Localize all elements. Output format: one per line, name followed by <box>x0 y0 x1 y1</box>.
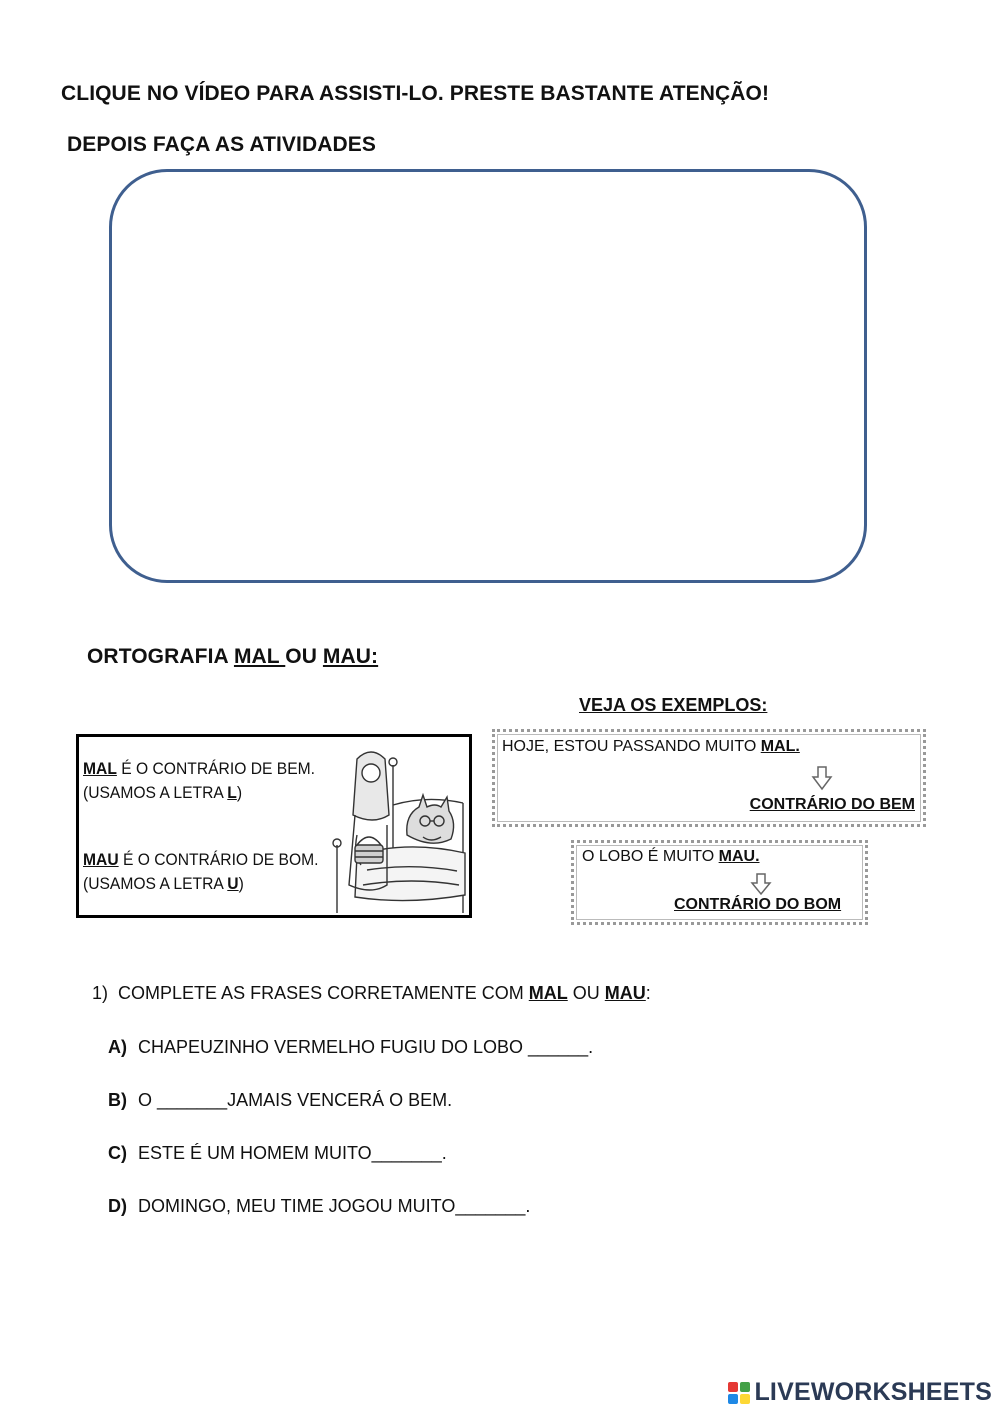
exercise-number: 1) <box>92 983 109 1003</box>
exercise-mau: MAU <box>604 983 646 1003</box>
rule-mau-definition <box>83 850 318 870</box>
exercise-item-a <box>108 1037 593 1058</box>
rule-mau-def-text: É O CONTRÁRIO DE BOM. <box>118 850 319 869</box>
example-2-sentence <box>582 848 760 866</box>
rule-box <box>76 734 472 918</box>
rule-mau-letter: U <box>227 874 239 893</box>
exercise-mal: MAL <box>528 983 568 1003</box>
rule-mau-note <box>83 874 244 894</box>
section-title-prefix: ORTOGRAFIA <box>87 645 234 668</box>
item-a-letter: A) <box>108 1037 127 1057</box>
instruction-heading: CLIQUE NO VÍDEO PARA ASSISTI-LO. PRESTE BASTANTE ATENÇÃO! <box>61 82 770 105</box>
logo-square <box>728 1394 738 1404</box>
exercise-instruction-prefix: COMPLETE AS FRASES CORRETAMENTE COM <box>118 983 529 1003</box>
item-d-text[interactable]: DOMINGO, MEU TIME JOGOU MUITO_______. <box>138 1196 531 1216</box>
rule-mal-word: MAL <box>83 759 117 778</box>
video-player-frame[interactable] <box>109 169 867 583</box>
red-riding-hood-wolf-illustration <box>327 745 469 915</box>
example-2-word: MAU. <box>718 848 760 865</box>
example-1-meaning: CONTRÁRIO DO BEM <box>749 796 915 813</box>
logo-square <box>740 1394 750 1404</box>
liveworksheets-brand[interactable] <box>728 1378 992 1407</box>
exercise-instruction-suffix: : <box>645 983 651 1003</box>
section-title-mau: MAU: <box>322 645 379 668</box>
rule-mau-note-prefix: (USAMOS A LETRA <box>83 874 228 893</box>
rule-mal-note-prefix: (USAMOS A LETRA <box>83 783 228 802</box>
logo-square <box>740 1382 750 1392</box>
rule-mau-note-suffix: ) <box>238 874 244 893</box>
rule-mal-letter: L <box>227 783 237 802</box>
item-b-text[interactable]: O _______JAMAIS VENCERÁ O BEM. <box>138 1090 453 1110</box>
activities-heading: DEPOIS FAÇA AS ATIVIDADES <box>67 133 376 156</box>
exercise-item-b <box>108 1090 452 1111</box>
section-title <box>87 645 378 669</box>
examples-heading: VEJA OS EXEMPLOS: <box>579 695 768 715</box>
item-c-text[interactable]: ESTE É UM HOMEM MUITO_______. <box>138 1143 447 1163</box>
down-arrow-icon <box>811 765 833 791</box>
section-title-ou: OU <box>285 645 323 668</box>
example-box-1 <box>492 729 926 827</box>
section-title-mal: MAL <box>233 645 286 668</box>
example-1-sentence-prefix: HOJE, ESTOU PASSANDO MUITO <box>502 738 761 755</box>
item-d-letter: D) <box>108 1196 127 1216</box>
exercise-ou: OU <box>567 983 605 1003</box>
rule-mal-note <box>83 783 242 803</box>
example-2-meaning: CONTRÁRIO DO BOM <box>674 896 842 913</box>
rule-mau-word: MAU <box>83 850 119 869</box>
rule-mal-def-text: É O CONTRÁRIO DE BEM. <box>116 759 316 778</box>
down-arrow-icon <box>750 872 772 896</box>
exercise-item-d <box>108 1196 530 1217</box>
item-a-text[interactable]: CHAPEUZINHO VERMELHO FUGIU DO LOBO ______. <box>138 1037 594 1057</box>
logo-square <box>728 1382 738 1392</box>
item-c-letter: C) <box>108 1143 127 1163</box>
example-box-2 <box>571 840 868 925</box>
rule-mal-note-suffix: ) <box>236 783 243 802</box>
brand-name: LIVEWORKSHEETS <box>754 1378 992 1406</box>
liveworksheets-logo-icon <box>728 1382 750 1404</box>
item-b-letter: B) <box>108 1090 127 1110</box>
example-1-sentence <box>502 738 800 756</box>
rule-mal-definition <box>83 759 315 779</box>
exercise-instruction <box>92 983 651 1004</box>
example-1-word: MAL. <box>760 738 800 755</box>
example-2-sentence-prefix: O LOBO É MUITO <box>582 848 719 865</box>
exercise-item-c <box>108 1143 447 1164</box>
